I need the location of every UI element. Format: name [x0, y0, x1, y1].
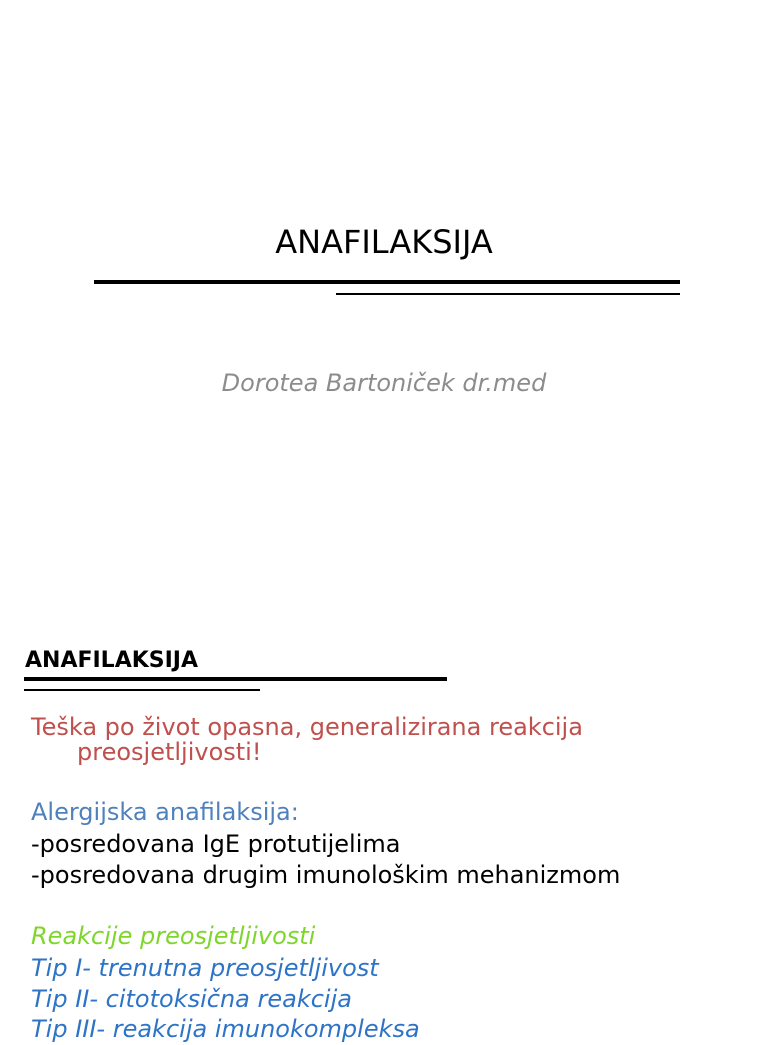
reaction-type-item: Tip III- reakcija imunokompleksa — [31, 1015, 420, 1043]
slide-heading: ANAFILAKSIJA — [25, 648, 199, 673]
reactions-heading: Reakcije preosjetljivosti — [31, 922, 316, 950]
definition-line-2: preosjetljivosti! — [77, 738, 262, 766]
reaction-type-item: Tip II- citotoksična reakcija — [31, 985, 352, 1013]
allergic-heading: Alergijska anafilaksija: — [31, 798, 299, 826]
definition-line-1: Teška po život opasna, generalizirana reakcija — [31, 713, 583, 741]
title-underline-thin — [336, 293, 680, 295]
heading-underline-thick — [24, 677, 447, 681]
allergic-item: -posredovana drugim imunološkim mehanizmom — [31, 861, 621, 889]
allergic-item: -posredovana IgE protutijelima — [31, 830, 401, 858]
title-underline-thick — [94, 280, 680, 284]
reaction-type-item: Tip I- trenutna preosjetljivost — [31, 954, 379, 982]
heading-underline-thin — [24, 689, 260, 691]
author-subtitle: Dorotea Bartoniček dr.med — [221, 369, 547, 397]
presentation-title: ANAFILAKSIJA — [275, 223, 493, 261]
